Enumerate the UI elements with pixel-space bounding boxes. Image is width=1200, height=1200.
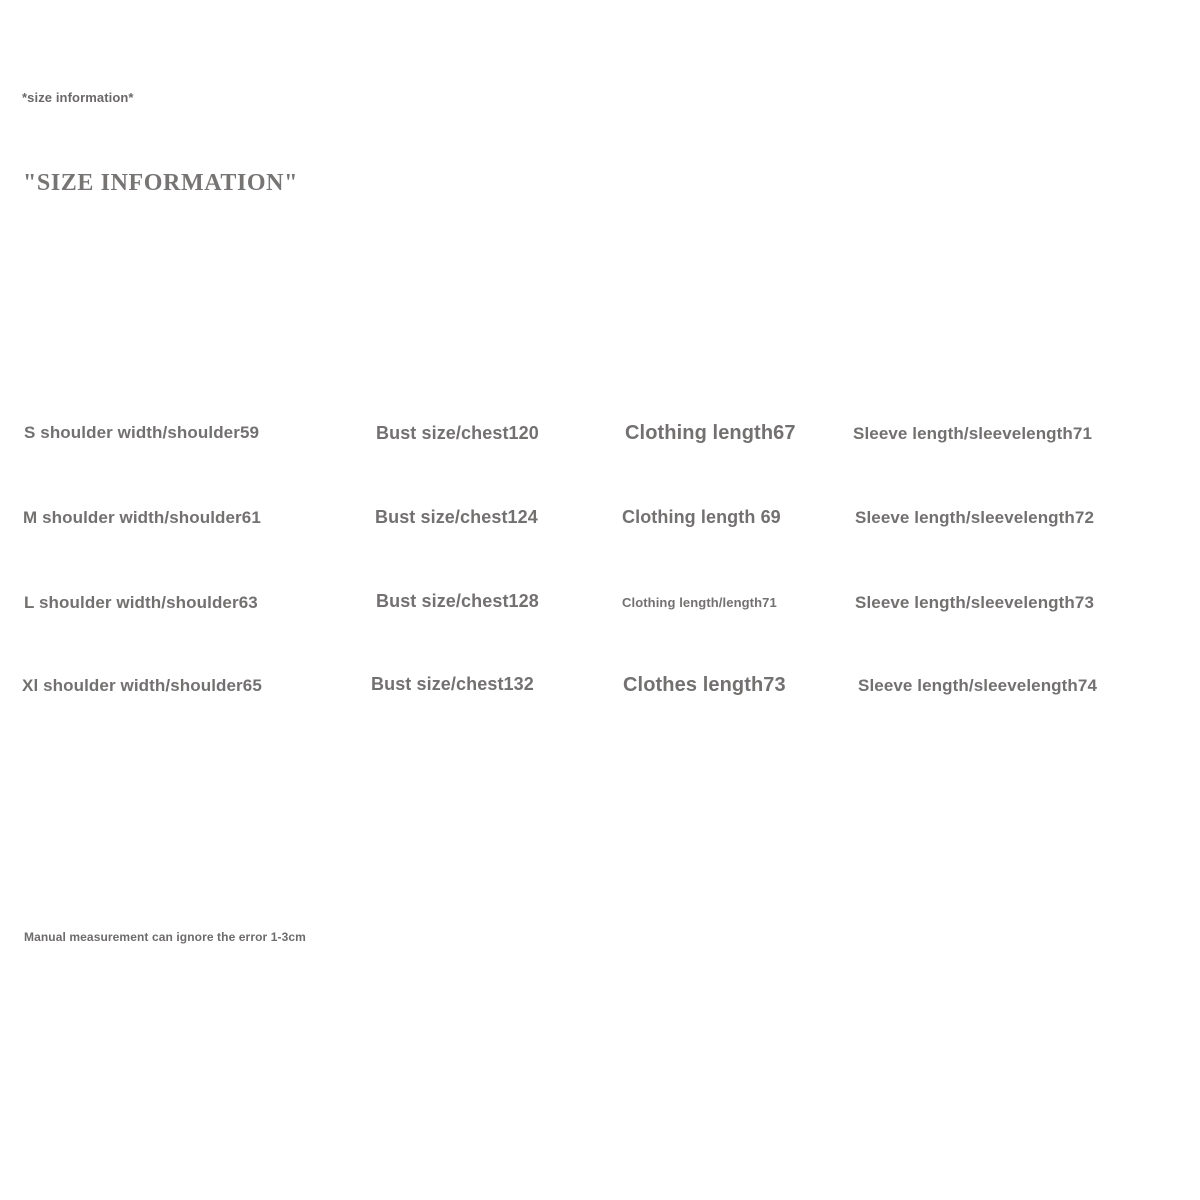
measurement-note: Manual measurement can ignore the error 1-3cm <box>24 930 306 944</box>
bust-size-m: Bust size/chest124 <box>375 507 538 527</box>
sleeve-length-m: Sleeve length/sleevelength72 <box>855 508 1095 527</box>
bust-size-xl: Bust size/chest132 <box>371 674 534 694</box>
clothing-length-xl: Clothes length73 <box>623 674 786 696</box>
shoulder-width-s: S shoulder width/shoulder59 <box>24 423 260 442</box>
clothing-length-m: Clothing length 69 <box>622 507 781 527</box>
sleeve-length-s: Sleeve length/sleevelength71 <box>853 424 1093 443</box>
bust-size-s: Bust size/chest120 <box>376 423 539 443</box>
bust-size-l: Bust size/chest128 <box>376 591 539 611</box>
page-title: "SIZE INFORMATION" <box>23 170 299 196</box>
clothing-length-l: Clothing length/length71 <box>622 595 777 610</box>
sleeve-length-l: Sleeve length/sleevelength73 <box>855 593 1095 612</box>
sleeve-length-xl: Sleeve length/sleevelength74 <box>858 676 1098 695</box>
shoulder-width-xl: Xl shoulder width/shoulder65 <box>22 676 262 695</box>
shoulder-width-m: M shoulder width/shoulder61 <box>23 508 261 527</box>
shoulder-width-l: L shoulder width/shoulder63 <box>24 593 258 612</box>
size-info-small-label: *size information* <box>22 90 134 105</box>
clothing-length-s: Clothing length67 <box>625 422 796 444</box>
